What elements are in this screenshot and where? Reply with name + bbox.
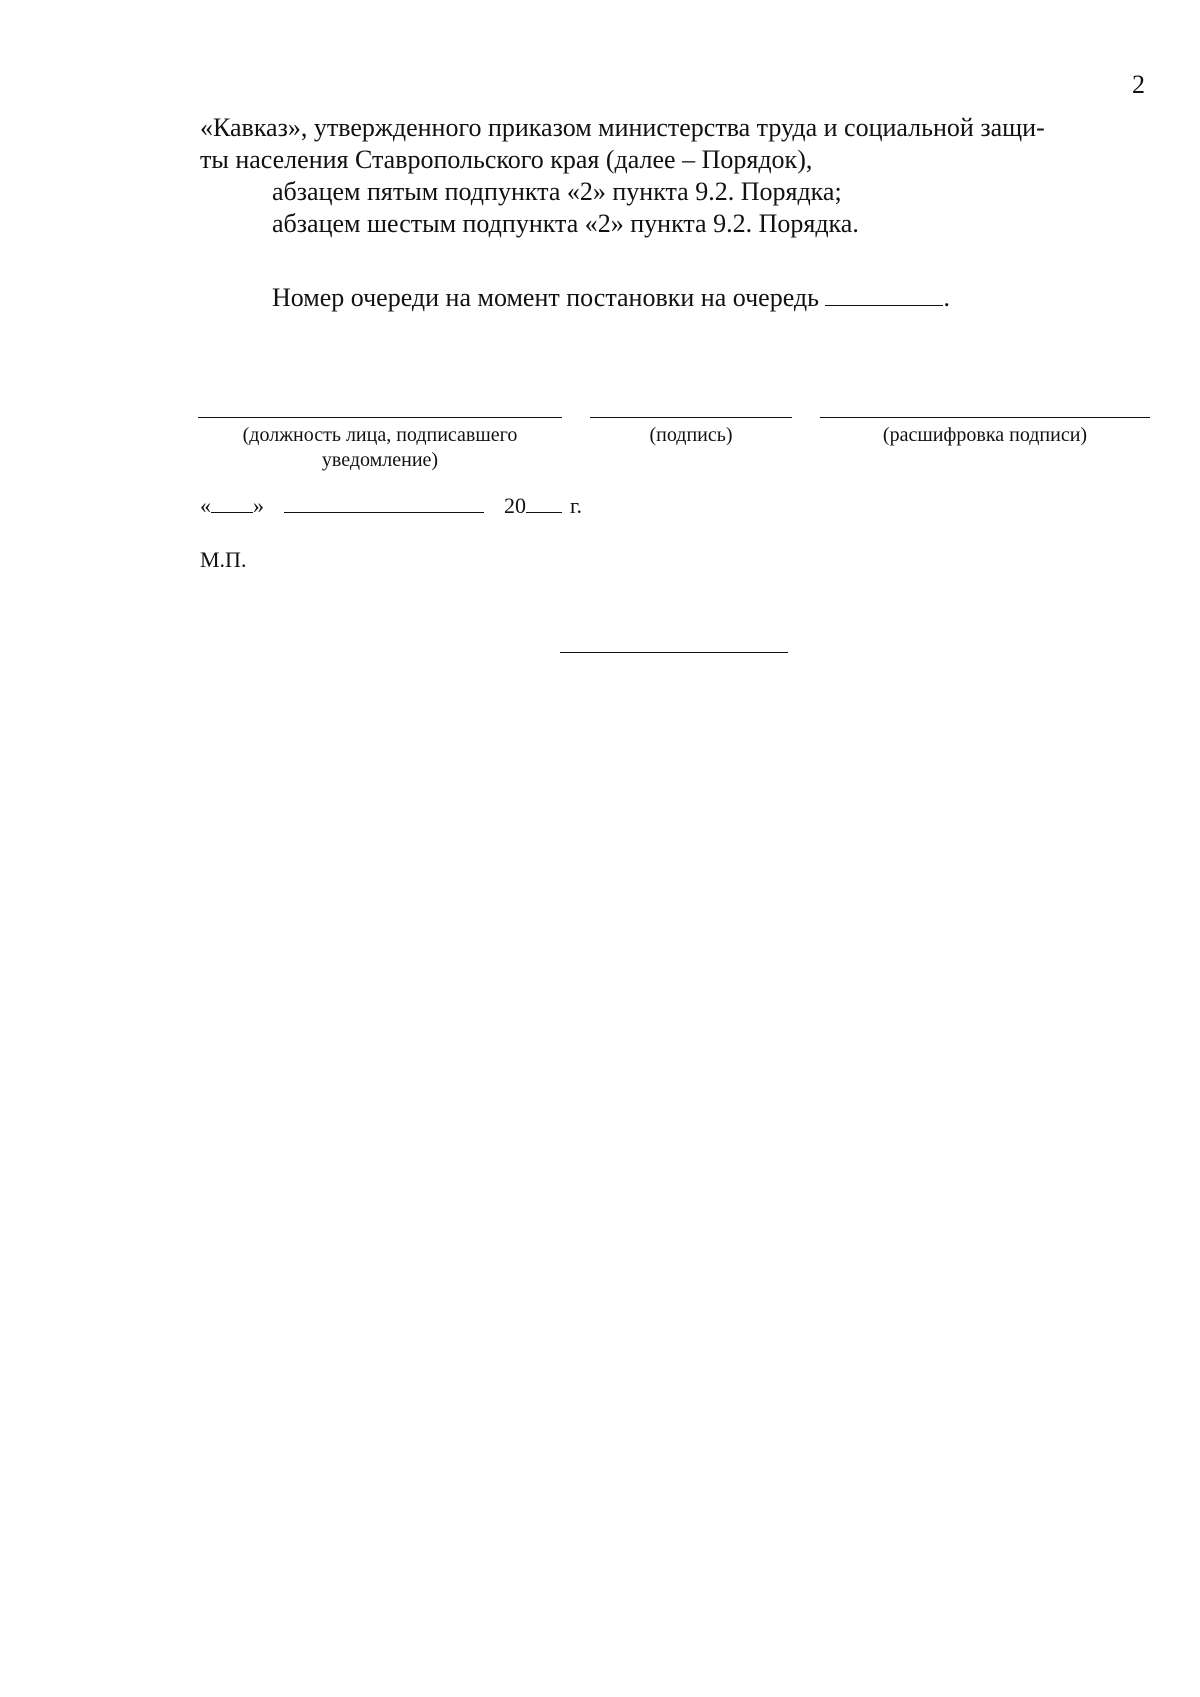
date-close-quote: » (253, 493, 264, 518)
stamp-place-label: М.П. (200, 547, 247, 572)
body-text (200, 112, 1144, 240)
date-year-prefix: 20 (504, 493, 526, 518)
position-caption: (должность лица, подписавшего уведомление) (242, 424, 518, 471)
date-row (200, 492, 582, 520)
position-signature-line[interactable] (198, 417, 562, 418)
date-year-suffix: г. (570, 493, 583, 518)
date-day-blank[interactable] (211, 494, 253, 513)
decoding-caption: (расшифровка подписи) (882, 424, 1088, 446)
date-year-blank[interactable] (526, 494, 562, 513)
page-number: 2 (1132, 70, 1145, 99)
decoding-signature-line[interactable] (820, 417, 1150, 418)
date-open-quote: « (200, 493, 211, 518)
queue-number-blank[interactable] (825, 283, 943, 306)
queue-number-line (272, 282, 950, 314)
paragraph-line-1: «Кавказ», утвержденного приказом министерства труда и социальной защи- (200, 113, 1045, 142)
bottom-divider-line (560, 652, 788, 653)
queue-number-label: Номер очереди на момент постановки на очередь (272, 283, 819, 312)
date-month-blank[interactable] (284, 494, 484, 513)
list-item-1: абзацем пятым подпункта «2» пункта 9.2. Порядка; (272, 177, 842, 206)
signature-caption: (подпись) (649, 424, 733, 446)
queue-number-end: . (943, 283, 950, 312)
list-item-2: абзацем шестым подпункта «2» пункта 9.2. Порядка. (272, 209, 859, 238)
signature-line[interactable] (590, 417, 792, 418)
paragraph-line-2: ты населения Ставропольского края (далее – Порядок), (200, 145, 813, 174)
